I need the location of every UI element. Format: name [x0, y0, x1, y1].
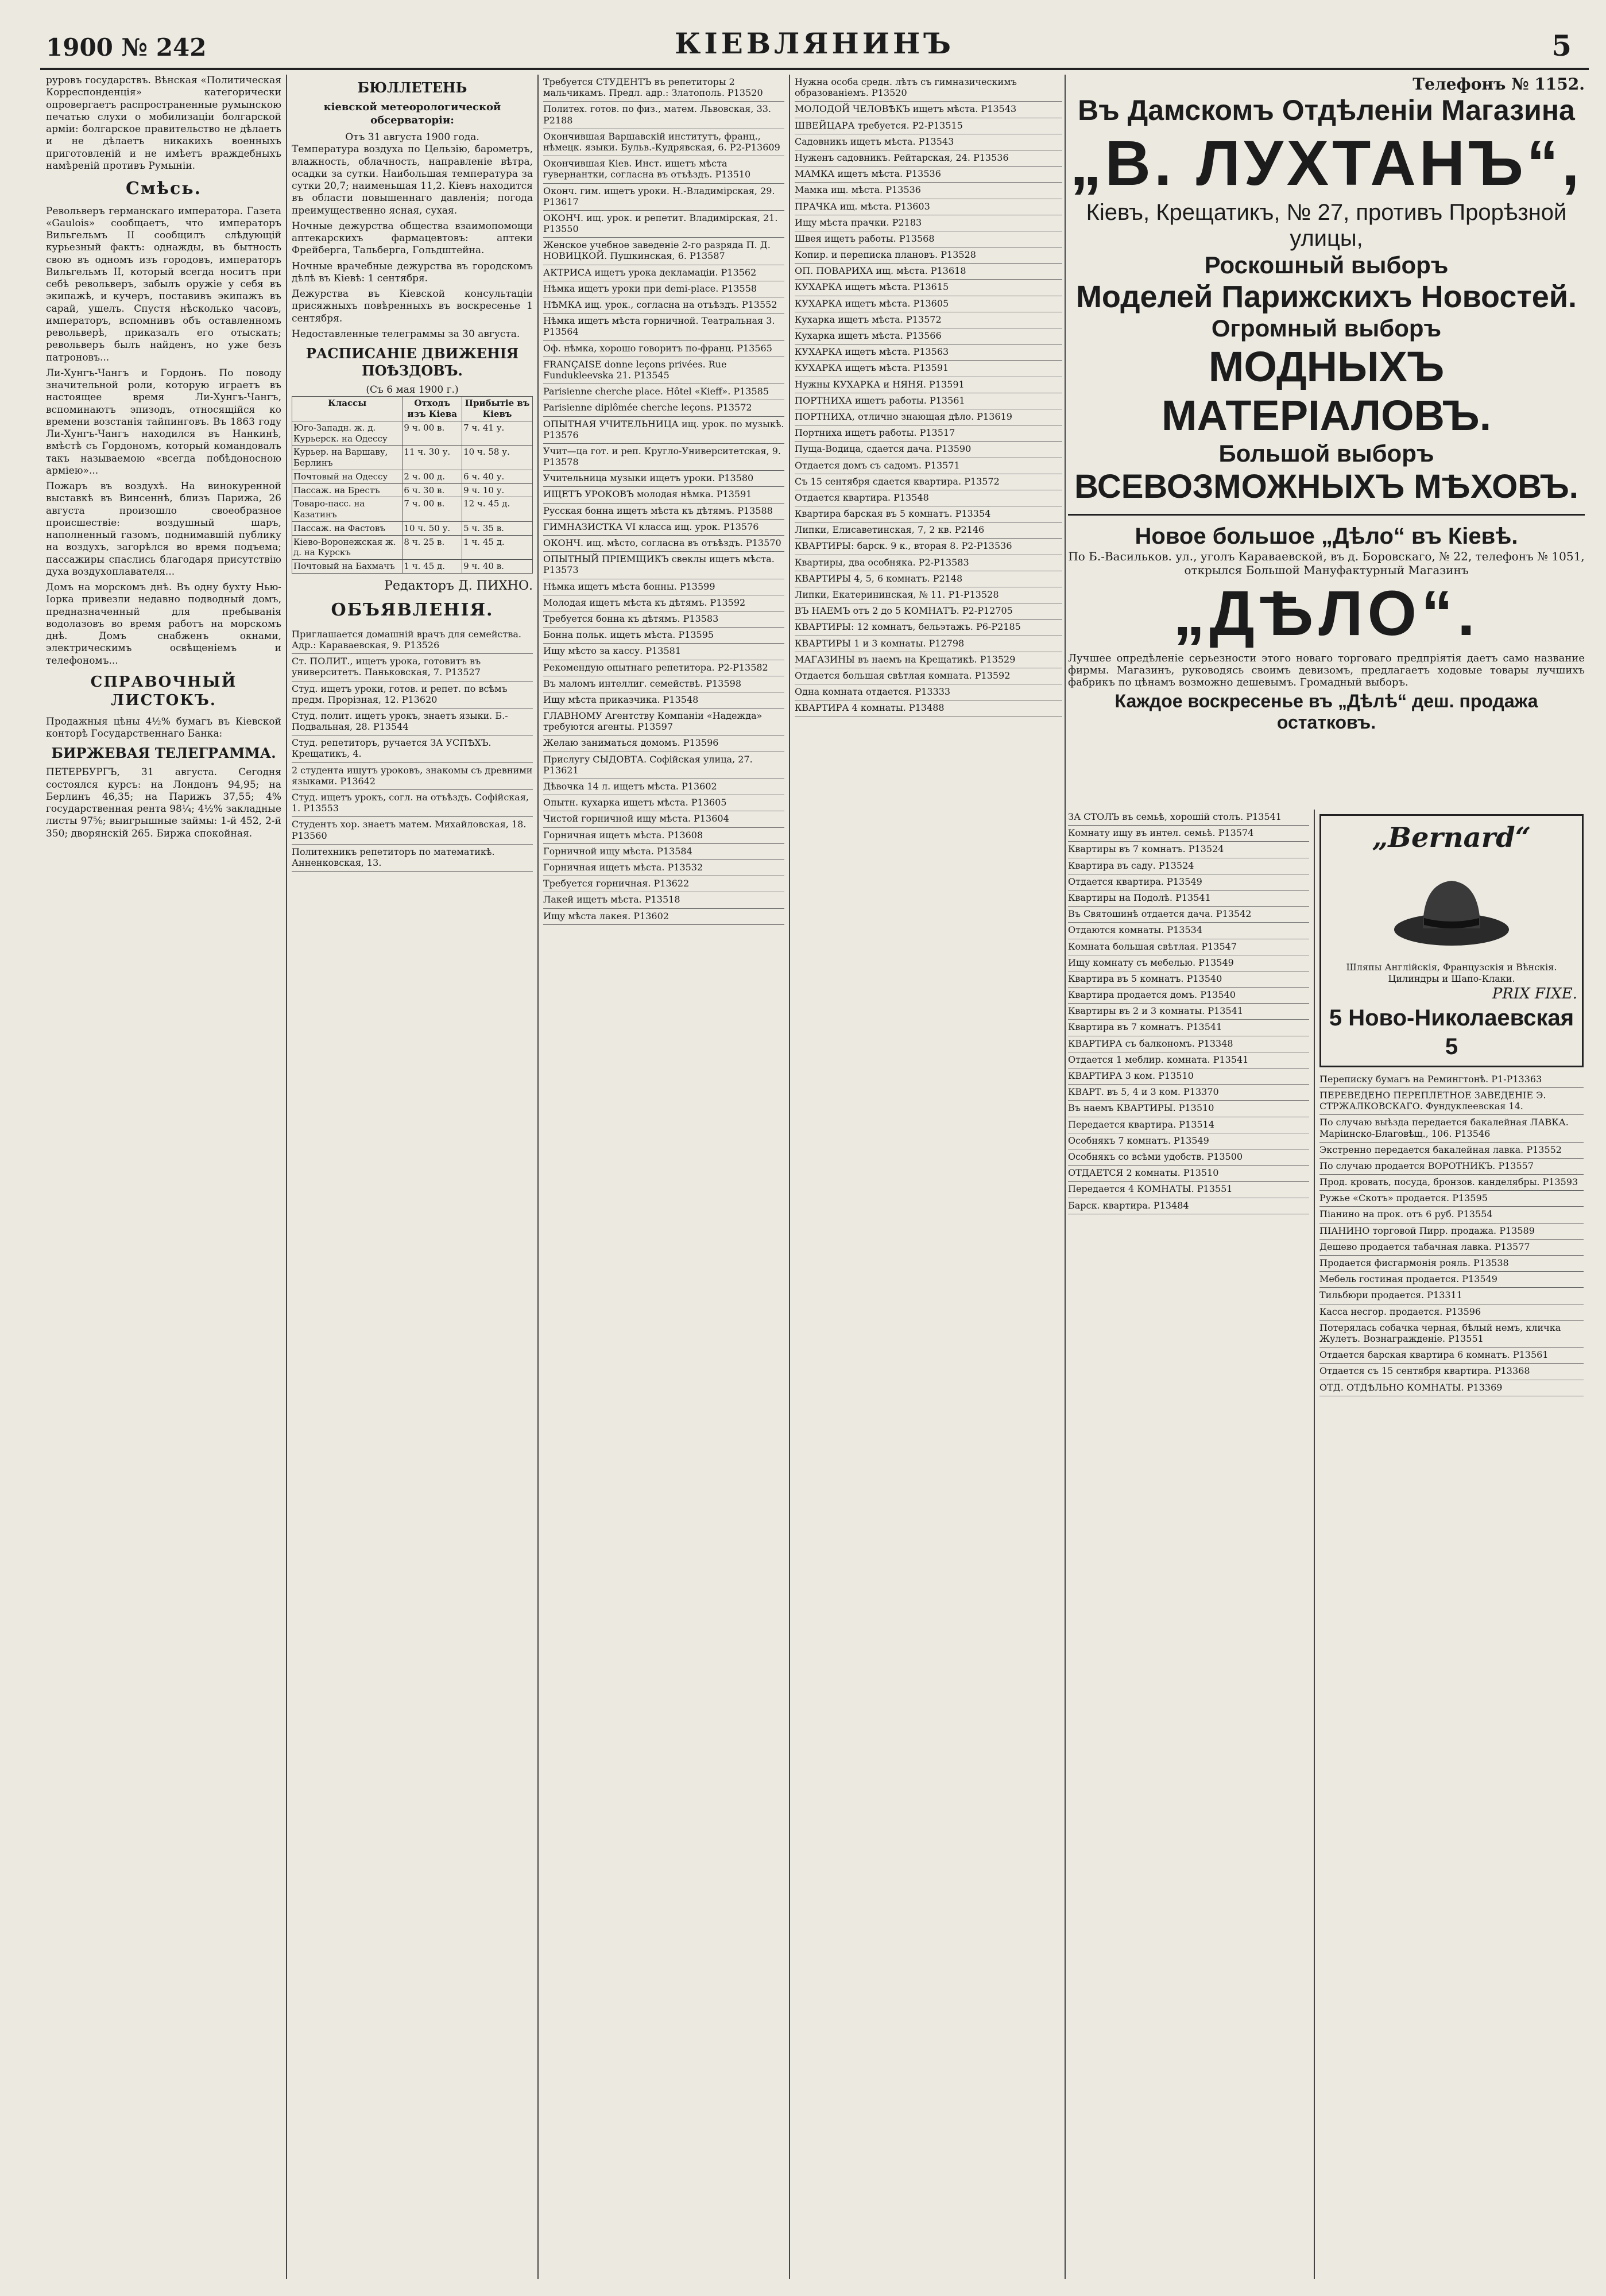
- classified-ad: ПІАНИНО торговой Пирр. продажа. Р13589: [1319, 1223, 1584, 1240]
- classified-ad: Въ наемъ КВАРТИРЫ. Р13510: [1068, 1101, 1309, 1117]
- classified-ad: Требуется бонна къ дѣтямъ. Р13583: [543, 611, 784, 628]
- classified-ad: ПОРТНИХА, отлично знающая дѣло. Р13619: [795, 409, 1062, 425]
- table-cell: 1 ч. 45 д.: [462, 535, 533, 560]
- column-news: [46, 75, 281, 2279]
- classified-ad: АКТРИСА ищетъ урока декламаціи. Р13562: [543, 265, 784, 281]
- column-bulletin: [292, 75, 533, 2279]
- classified-ad: Отдается 1 меблир. комната. Р13541: [1068, 1052, 1309, 1068]
- table-row: [292, 421, 533, 446]
- classified-ad: Ищу мѣста приказчика. Р13548: [543, 692, 784, 708]
- table-cell: Почтовый на Одессу: [292, 470, 403, 483]
- luxtan-line-6: Огромный выборъ: [1211, 315, 1442, 342]
- classified-ad: Швея ищетъ работы. Р13568: [795, 231, 1062, 247]
- classified-ad: Комната большая свѣтлая. Р13547: [1068, 939, 1309, 955]
- page-number: 5: [1551, 29, 1572, 63]
- table-cell: Курьер. на Варшаву, Берлинъ: [292, 446, 403, 470]
- classified-ad: Требуется горничная. Р13622: [543, 876, 784, 892]
- column-ads-3: [543, 75, 784, 2279]
- classified-ad: Оконч. гим. ищетъ уроки. Н.-Владимірская, 29. Р13617: [543, 184, 784, 211]
- table-cell: 6 ч. 30 в.: [403, 483, 462, 497]
- classified-ad: ПОРТНИХА ищетъ работы. Р13561: [795, 393, 1062, 409]
- classified-ad: Опытн. кухарка ищетъ мѣста. Р13605: [543, 795, 784, 811]
- schedule-body: [292, 421, 533, 573]
- classified-ad: Ищу комнату съ мебелью. Р13549: [1068, 955, 1309, 971]
- classified-ad: НѢМКА ищ. урок., согласна на отъѣздъ. Р13552: [543, 297, 784, 313]
- table-cell: 7 ч. 41 у.: [462, 421, 533, 446]
- classified-ad: КУХАРКА ищетъ мѣста. Р13615: [795, 280, 1062, 296]
- classified-ad: Ружье «Скотъ» продается. Р13595: [1319, 1191, 1584, 1207]
- classified-ad: Въ Святошинѣ отдается дача. Р13542: [1068, 907, 1309, 923]
- table-cell: 10 ч. 50 у.: [403, 521, 462, 535]
- classified-ad: ГИМНАЗИСТКА VI класса ищ. урок. Р13576: [543, 520, 784, 536]
- news-text: Револьверъ германскаго императора. Газета «Gaulois» сообщаетъ, что императоръ Вильгельмъ II сообщилъ слѣдующій курьезный фактъ: однажды, въ бытность свою въ одномъ изъ городовъ, императоръ Вильгельмъ II, который всегда носитъ при себѣ револьверъ, забылъ оружіе у себя въ экипажѣ, и кучеръ, поставивъ экипажъ въ сарай, ушелъ. Спустя нѣсколько часовъ, императоръ, вспомнивъ объ оставленномъ револьверѣ, приказалъ его отыскать; револьверъ былъ найденъ, но уже безъ патроновъ...: [46, 205, 281, 363]
- classified-ad: Чистой горничной ищу мѣста. Р13604: [543, 811, 784, 827]
- delo-sunday: Каждое воскресенье въ „Дѣлѣ“ деш. продажа остатковъ.: [1114, 691, 1538, 733]
- classified-ad: ВЪ НАЕМЪ отъ 2 до 5 КОМНАТЪ. Р2-Р12705: [795, 603, 1062, 620]
- luxtan-line-8: Большой выборъ: [1218, 440, 1434, 467]
- masthead-rule: [40, 68, 1589, 70]
- table-header-cell: Прибытіе въ Кіевъ: [462, 397, 533, 421]
- classified-ad: Продается фисгармонія рояль. Р13538: [1319, 1256, 1584, 1272]
- classified-ad: Молодая ищетъ мѣста къ дѣтямъ. Р13592: [543, 595, 784, 611]
- table-cell: 12 ч. 45 д.: [462, 497, 533, 522]
- luxtan-brand: „В. ЛУХТАНЪ“,: [1070, 128, 1583, 199]
- classified-ad: Горничная ищетъ мѣста. Р13608: [543, 828, 784, 844]
- classified-ad: ОПЫТНАЯ УЧИТЕЛЬНИЦА ищ. урок. по музыкѣ. Р13576: [543, 417, 784, 444]
- classified-ad: Отдается квартира. Р13549: [1068, 874, 1309, 890]
- table-cell: Почтовый на Бахмачъ: [292, 560, 403, 574]
- section-heading: Смѣсь.: [125, 179, 202, 199]
- classified-ads: [292, 627, 533, 872]
- classified-ad: Прод. кровать, посуда, бронзов. канделябры. Р13593: [1319, 1175, 1584, 1191]
- prix-fixe: PRIX FIXE.: [1492, 985, 1577, 1003]
- classified-ad: Переписку бумагъ на Ремингтонѣ. Р1-Р13363: [1319, 1072, 1584, 1088]
- classified-ad: Квартиры, два особняка. Р2-Р13583: [795, 555, 1062, 571]
- classified-ad: Учительница музыки ищетъ уроки. Р13580: [543, 471, 784, 487]
- classified-ad: Особнякъ со всѣми удобств. Р13500: [1068, 1149, 1309, 1166]
- classified-ad: Передается 4 КОМНАТЫ. Р13551: [1068, 1182, 1309, 1198]
- classified-ad: Копир. и переписка плановъ. Р13528: [795, 247, 1062, 264]
- classified-ad: Нѣмка ищетъ мѣста бонны. Р13599: [543, 579, 784, 595]
- classified-ad: Барск. квартира. Р13484: [1068, 1198, 1309, 1214]
- luxtan-line-4: Роскошный выборъ: [1204, 251, 1449, 278]
- classified-ad: Отдается большая свѣтлая комната. Р13592: [795, 668, 1062, 684]
- classified-ad: Квартиры на Подолѣ. Р13541: [1068, 890, 1309, 907]
- classified-ad: МАМКА ищетъ мѣста. Р13536: [795, 167, 1062, 183]
- classified-ad: Parisienne diplômée cherche leçons. Р13572: [543, 400, 784, 416]
- classified-ad: Оф. нѣмка, хорошо говоритъ по-франц. Р13565: [543, 341, 784, 357]
- classified-ad: Дѣвочка 14 л. ищетъ мѣста. Р13602: [543, 779, 784, 795]
- table-cell: Пассаж. на Брестъ: [292, 483, 403, 497]
- table-header-cell: Отходъ изъ Кіева: [403, 397, 462, 421]
- column-divider: [537, 75, 539, 2279]
- classified-ad: Студ. репетиторъ, ручается ЗА УСПѢХЪ. Крещатикъ, 4.: [292, 735, 533, 762]
- luxtan-address: Кіевъ, Крещатикъ, № 27, противъ Прорѣзной улицы,: [1086, 200, 1567, 251]
- classified-ad: ШВЕЙЦАРА требуется. Р2-Р13515: [795, 118, 1062, 134]
- classified-ad: Портниха ищетъ работы. Р13517: [795, 425, 1062, 442]
- classified-ad: Квартира продается домъ. Р13540: [1068, 988, 1309, 1004]
- classified-ad: Нѣмка ищетъ мѣста горничной. Театральная 3. Р13564: [543, 313, 784, 340]
- classified-ad: ПЕРЕВЕДЕНО ПЕРЕПЛЕТНОЕ ЗАВЕДЕНІЕ Э. СТРЖАЛКОВСКАГО. Фундуклеевская 14.: [1319, 1088, 1584, 1115]
- classified-ad: Кухарка ищетъ мѣста. Р13572: [795, 312, 1062, 328]
- bernard-brand: „Bernard“: [1372, 822, 1531, 854]
- train-schedule-table: [292, 396, 533, 574]
- notice: Ночные врачебные дежурства въ городскомъ дѣлѣ въ Кіевѣ: 1 сентября.: [292, 260, 533, 284]
- table-row: [292, 535, 533, 560]
- table-cell: 8 ч. 25 в.: [403, 535, 462, 560]
- classified-ad: ОПЫТНЫЙ ПРІЕМЩИКЪ свеклы ищетъ мѣста. Р13573: [543, 552, 784, 579]
- classified-ads: [1319, 1072, 1584, 1396]
- classified-ad: Прислугу СЫДОВТА. Софійская улица, 27. Р13621: [543, 752, 784, 779]
- delo-address: По Б.-Васильков. ул., уголъ Караваевской, въ д. Боровскаго, № 22, телефонъ № 1051, открылся Большой Мануфактурный Магазинъ: [1068, 549, 1585, 577]
- classified-ad: Окончившая Варшавскій институтъ, франц., нѣмецк. языки. Бульв.-Кудрявская, 6. Р2-Р13609: [543, 129, 784, 156]
- classified-ad: КВАРТИРЫ: 12 комнатъ, бельэтажъ. Р6-Р2185: [795, 620, 1062, 636]
- table-row: [292, 497, 533, 522]
- classified-ad: Мебель гостиная продается. Р13549: [1319, 1272, 1584, 1288]
- classified-ad: Тильбюри продается. Р13311: [1319, 1288, 1584, 1304]
- birzha-text: ПЕТЕРБУРГЪ, 31 августа. Сегодня состоялся курсъ: на Лондонъ 94,95; на Берлинъ 46,35; на Парижъ 37,55; 4% государственная рента 98¼; 4½% закладные листы 97⅝; выигрышные займы: 1-й 452, 2-й 350; дворянскій 265. Биржа спокойная.: [46, 766, 281, 839]
- table-row: [292, 560, 533, 574]
- table-row: [292, 470, 533, 483]
- table-cell: Юго-Западн. ж. д. Курьерск. на Одессу: [292, 421, 403, 446]
- bulletin-text: Температура воздуха по Цельзію, барометръ, влажность, облачность, направленіе вѣтра, осадки за сутки. Наибольшая температура за сутки 20,7; наименьшая 11,2. Кіевъ находится въ области повышеннаго давленія; погода преимущественно ясная, сухая.: [292, 144, 533, 216]
- table-cell: Кіево-Воронежская ж. д. на Курскъ: [292, 535, 403, 560]
- classified-ad: По случаю продается ВОРОТНИКЪ. Р13557: [1319, 1159, 1584, 1175]
- classified-ad: Особнякъ 7 комнатъ. Р13549: [1068, 1133, 1309, 1149]
- notice: Ночные дежурства общества взаимопомощи аптекарскихъ фармацевтовъ: аптеки Фрейберга, Тальберга, Гольдштейна.: [292, 220, 533, 257]
- classified-ad: Піанино на прок. отъ 6 руб. Р13554: [1319, 1207, 1584, 1223]
- classified-ad: Пуща-Водица, сдается дача. Р13590: [795, 442, 1062, 458]
- column-divider: [1314, 810, 1315, 2279]
- classified-ad: 2 студента ищутъ уроковъ, знакомы съ древними языками. Р13642: [292, 763, 533, 790]
- classified-ad: Касса несгор. продается. Р13596: [1319, 1304, 1584, 1321]
- classified-ad: Ищу мѣсто за кассу. Р13581: [543, 644, 784, 660]
- classified-ad: Садовникъ ищетъ мѣста. Р13543: [795, 134, 1062, 150]
- classified-ad: Студ. полит. ищетъ урокъ, знаетъ языки. Б.-Подвальная, 28. Р13544: [292, 708, 533, 735]
- news-text: Домъ на морскомъ днѣ. Въ одну бухту Нью-Іорка привезли недавно подводный домъ, предназначенный для пребыванія водолазовъ во время работъ на морскомъ днѣ. Домъ снабженъ окнами, электрическимъ освѣщеніемъ и телефономъ...: [46, 582, 281, 667]
- classified-ad: МАГАЗИНЫ въ наемъ на Крещатикѣ. Р13529: [795, 652, 1062, 668]
- news-text: Пожаръ въ воздухѣ. На винокуренной выставкѣ въ Винсеннѣ, близъ Парижа, 26 августа произошло своеобразное происшествіе: воздушный шаръ, наполненный газомъ, поднимавшій публику на воздухъ, загорѣлся во время подъема; пассажиры спаслись благодаря присутствію духа воздухоплавателя...: [46, 481, 281, 578]
- classified-ad: КВАРТИРЫ 1 и 3 комнаты. Р12798: [795, 636, 1062, 652]
- delo-headline: Новое большое „Дѣло“ въ Кіевѣ.: [1135, 524, 1518, 549]
- classified-ad: Одна комната отдается. Р13333: [795, 684, 1062, 700]
- sprav-heading: СПРАВОЧНЫЙ ЛИСТОКЪ.: [90, 673, 237, 710]
- classified-ad: ИЩЕТЪ УРОКОВЪ молодая нѣмка. Р13591: [543, 487, 784, 503]
- classified-ad: Потерялась собачка черная, бѣлый немъ, кличка Жулетъ. Вознагражденіе. Р13551: [1319, 1321, 1584, 1348]
- classified-ad: Экстренно передается бакалейная лавка. Р13552: [1319, 1143, 1584, 1159]
- classified-ad: Политехникъ репетиторъ по математикѣ. Анненковская, 13.: [292, 845, 533, 872]
- table-cell: 9 ч. 40 в.: [462, 560, 533, 574]
- hat-address: 5 Ново-Николаевская 5: [1329, 1005, 1574, 1059]
- classified-ad: ОКОНЧ. ищ. урок. и репетит. Владимірская, 21. Р13550: [543, 211, 784, 238]
- classified-ad: ОКОНЧ. ищ. мѣсто, согласна въ отъѣздъ. Р13570: [543, 536, 784, 552]
- classified-ad: КУХАРКА ищетъ мѣста. Р13591: [795, 361, 1062, 377]
- table-cell: 6 ч. 40 у.: [462, 470, 533, 483]
- classified-ad: Комнату ищу въ интел. семьѣ. Р13574: [1068, 826, 1309, 842]
- bulletin-date: Отъ 31 августа 1900 года.: [345, 131, 479, 143]
- classified-ad: FRANÇAISE donne leçons privées. Rue Fundukleevska 21. Р13545: [543, 357, 784, 384]
- column-ads-4: [795, 75, 1062, 2279]
- classified-ad: Политех. готов. по физ., матем. Львовская, 33. Р2188: [543, 102, 784, 129]
- classified-ad: Дешево продается табачная лавка. Р13577: [1319, 1240, 1584, 1256]
- classified-ad: Квартира въ 5 комнатъ. Р13540: [1068, 971, 1309, 988]
- classified-ad: Кухарка ищетъ мѣста. Р13566: [795, 328, 1062, 344]
- classified-ad: КВАРТИРА 4 комнаты. Р13488: [795, 700, 1062, 717]
- column-ads-5: [1068, 810, 1309, 2279]
- classified-ad: Въ маломъ интеллиг. семействѣ. Р13598: [543, 676, 784, 692]
- classified-ad: Студ. ищетъ уроки, готов. и репет. по всѣмъ предм. Прорізная, 12. Р13620: [292, 682, 533, 708]
- table-row: [292, 521, 533, 535]
- table-cell: 11 ч. 30 у.: [403, 446, 462, 470]
- classified-ad: Липки, Екатерининская, № 11. Р1-Р13528: [795, 587, 1062, 603]
- classified-ad: Мамка ищ. мѣста. Р13536: [795, 183, 1062, 199]
- classified-ad: Студ. ищетъ урокъ, согл. на отъѣздъ. Софійская, 1. Р13553: [292, 790, 533, 817]
- news-text: Ли-Хунгъ-Чангъ и Гордонъ. По поводу значительной роли, которую играетъ въ настоящее время Ли-Хунгъ-Чангъ, вспоминаютъ эпизодъ, относящійся ко времени возстанія тайпинговъ. Въ 1863 году Ли-Хунгъ-Чангъ находился въ Нанкинѣ, вмѣстѣ съ Гордономъ, который командовалъ такъ называемою «всегда побѣдоносною арміею»...: [46, 367, 281, 477]
- classified-ad: КВАРТИРА съ балкономъ. Р13348: [1068, 1036, 1309, 1052]
- classified-ad: Отдаются комнаты. Р13534: [1068, 923, 1309, 939]
- divider: [1068, 514, 1585, 516]
- classified-ad: По случаю выѣзда передается бакалейная ЛАВКА. Маріинско-Благовѣщ., 106. Р13546: [1319, 1115, 1584, 1142]
- classified-ad: Окончившая Кіев. Инст. ищетъ мѣста гувернантки, согласна въ отъѣздъ. Р13510: [543, 156, 784, 183]
- column-divider: [789, 75, 790, 2279]
- classified-ad: Рекомендую опытнаго репетитора. Р2-Р13582: [543, 660, 784, 676]
- classified-ad: КВАРТИРА 3 ком. Р13510: [1068, 1068, 1309, 1085]
- ads-heading: ОБЪЯВЛЕНІЯ.: [331, 600, 494, 621]
- table-cell: 1 ч. 45 д.: [403, 560, 462, 574]
- classified-ad: Квартиры въ 7 комнатъ. Р13524: [1068, 842, 1309, 858]
- table-row: [292, 446, 533, 470]
- classified-ad: ОТДАЕТСЯ 2 комнаты. Р13510: [1068, 1166, 1309, 1182]
- classified-ad: Ст. ПОЛИТ., ищетъ урока, готовитъ въ университетъ. Паньковская, 7. Р13527: [292, 654, 533, 681]
- classified-ad: Отдается квартира. Р13548: [795, 490, 1062, 506]
- classified-ad: Учит—ца гот. и реп. Кругло-Университетская, 9. Р13578: [543, 444, 784, 471]
- table-header-cell: Классы: [292, 397, 403, 421]
- hats-text: Шляпы Англійскія, Французскія и Вѣнскія. Цилиндры и Шапо-Клаки.: [1346, 962, 1557, 985]
- sprav-sub: Продажныя цѣны 4½% бумагъ въ Кіевской конторѣ Государственнаго Банка:: [46, 715, 281, 739]
- table-cell: 10 ч. 58 у.: [462, 446, 533, 470]
- classified-ad: Желаю заниматься домомъ. Р13596: [543, 735, 784, 752]
- classified-ad: Горничной ищу мѣста. Р13584: [543, 844, 784, 860]
- classified-ad: МОЛОДОЙ ЧЕЛОВѢКЪ ищетъ мѣста. Р13543: [795, 102, 1062, 118]
- schedule-subtitle: (Съ 6 мая 1900 г.): [366, 384, 459, 396]
- classified-ad: КУХАРКА ищетъ мѣста. Р13605: [795, 296, 1062, 312]
- classified-ad: Квартира барская въ 5 комнатъ. Р13354: [795, 506, 1062, 522]
- classified-ad: ОТД. ОТДѢЛЬНО КОМНАТЫ. Р13369: [1319, 1380, 1584, 1396]
- classified-ad: КВАРТИРЫ: барск. 9 к., вторая 8. Р2-Р13536: [795, 539, 1062, 555]
- classified-ad: Съ 15 сентября сдается квартира. Р13572: [795, 474, 1062, 490]
- delo-brand: „ДѢЛО“.: [1173, 578, 1480, 649]
- classified-ad: Требуется СТУДЕНТЪ въ репетиторы 2 мальчикамъ. Предл. адр.: Златополь. Р13520: [543, 75, 784, 102]
- schedule-title: РАСПИСАНІЕ ДВИЖЕНІЯ ПОѢЗДОВЪ.: [305, 345, 519, 379]
- table-cell: 7 ч. 00 в.: [403, 497, 462, 522]
- classified-ad: Нужна особа средн. лѣтъ съ гимназическимъ образованіемъ. Р13520: [795, 75, 1062, 102]
- classified-ad: ПРАЧКА ищ. мѣста. Р13603: [795, 199, 1062, 215]
- classified-ad: КУХАРКА ищетъ мѣста. Р13563: [795, 344, 1062, 361]
- classified-ad: Нужны КУХАРКА и НЯНЯ. Р13591: [795, 377, 1062, 393]
- telephone-line: Телефонъ № 1152.: [1412, 75, 1585, 94]
- masthead: [46, 23, 1583, 69]
- classified-ad: Бонна польк. ищетъ мѣста. Р13595: [543, 628, 784, 644]
- table-cell: Товаро-пасс. на Казатинъ: [292, 497, 403, 522]
- classified-ad: Parisienne cherche place. Hôtel «Kieff». Р13585: [543, 384, 784, 400]
- luxtan-line-9: ВСЕВОЗМОЖНЫХЪ МѢХОВЪ.: [1074, 468, 1578, 505]
- classified-ad: Нуженъ садовникъ. Рейтарская, 24. Р13536: [795, 150, 1062, 167]
- classified-ad: Отдается съ 15 сентября квартира. Р13368: [1319, 1364, 1584, 1380]
- classified-ad: Отдается домъ съ садомъ. Р13571: [795, 458, 1062, 474]
- hat-illustration: [1388, 861, 1515, 953]
- luxtan-line-5: Моделей Парижскихъ Новостей.: [1075, 280, 1577, 314]
- table-header-row: [292, 397, 533, 421]
- classified-ad: Лакей ищетъ мѣста. Р13518: [543, 892, 784, 908]
- bulletin-subtitle: кіевской метеорологической обсерваторіи:: [323, 101, 501, 126]
- classified-ad: Отдается барская квартира 6 комнатъ. Р13561: [1319, 1348, 1584, 1364]
- luxtan-line-1: Въ Дамскомъ Отдѣленіи Магазина: [1078, 94, 1575, 126]
- classified-ad: Студентъ хор. знаетъ матем. Михайловская, 18. Р13560: [292, 817, 533, 844]
- column-divider: [286, 75, 287, 2279]
- classified-ad: Ищу мѣста прачки. Р2183: [795, 215, 1062, 231]
- table-cell: 2 ч. 00 д.: [403, 470, 462, 483]
- classified-ad: ОП. ПОВАРИХА ищ. мѣста. Р13618: [795, 264, 1062, 280]
- classified-ad: ГЛАВНОМУ Агентству Компаніи «Надежда» требуются агенты. Р13597: [543, 708, 784, 735]
- news-text: руровъ государствъ. Вѣнская «Политическая Корреспонденція» категорически опровергаетъ распространенные румынскою печатью слухи о мобилизаціи болгарской арміи: болгарское правительство не дѣлаетъ и не дѣлаетъ никакихъ военныхъ приготовленій и не имѣетъ враждебныхъ намѣреній противъ Румыніи.: [46, 75, 281, 172]
- issue-number: 1900 № 242: [46, 33, 207, 61]
- classified-ad: Квартиры въ 2 и 3 комнаты. Р13541: [1068, 1004, 1309, 1020]
- classified-ad: Передается квартира. Р13514: [1068, 1117, 1309, 1133]
- classified-ad: Нѣмка ищетъ уроки при demi-place. Р13558: [543, 281, 784, 297]
- bulletin-title: БЮЛЛЕТЕНЬ: [357, 79, 467, 96]
- table-row: [292, 483, 533, 497]
- table-cell: 9 ч. 00 в.: [403, 421, 462, 446]
- newspaper-title: КІЕВЛЯНИНЪ: [674, 26, 955, 60]
- birzha-heading: БИРЖЕВАЯ ТЕЛЕГРАММА.: [51, 745, 276, 762]
- classified-ad: Приглашается домашній врачъ для семейства. Адр.: Караваевская, 9. Р13526: [292, 627, 533, 654]
- classified-ad: Горничная ищетъ мѣста. Р13532: [543, 860, 784, 876]
- bernard-hat-ad: [1319, 814, 1584, 1067]
- classified-ad: ЗА СТОЛЪ въ семьѣ, хорошій столъ. Р13541: [1068, 810, 1309, 826]
- column-ads-6: [1319, 810, 1584, 2279]
- table-cell: 5 ч. 35 в.: [462, 521, 533, 535]
- table-cell: Пассаж. на Фастовъ: [292, 521, 403, 535]
- classified-ad: Квартира въ саду. Р13524: [1068, 858, 1309, 874]
- notice: Недоставленные телеграммы за 30 августа.: [292, 328, 520, 340]
- editor-line: Редакторъ Д. ПИХНО.: [384, 578, 533, 593]
- classified-ad: Ищу мѣста лакея. Р13602: [543, 909, 784, 925]
- classified-ad: КВАРТ. въ 5, 4 и 3 ком. Р13370: [1068, 1085, 1309, 1101]
- classified-ad: Русская бонна ищетъ мѣста къ дѣтямъ. Р13588: [543, 504, 784, 520]
- column-divider: [1065, 75, 1066, 2279]
- classified-ad: Квартира въ 7 комнатъ. Р13541: [1068, 1020, 1309, 1036]
- classified-ad: Женское учебное заведеніе 2-го разряда П. Д. НОВИЦКОЙ. Пушкинская, 6. Р13587: [543, 238, 784, 265]
- classified-ad: Липки, Елисаветинская, 7, 2 кв. Р2146: [795, 522, 1062, 539]
- table-cell: 9 ч. 10 у.: [462, 483, 533, 497]
- notice: Дежурства въ Кіевской консультаціи присяжныхъ повѣренныхъ въ воскресенье 1 сентября.: [292, 288, 533, 324]
- luxtan-line-7: МОДНЫХЪ МАТЕРІАЛОВЪ.: [1161, 343, 1492, 439]
- classified-ad: КВАРТИРЫ 4, 5, 6 комнатъ. Р2148: [795, 571, 1062, 587]
- delo-text: Лучшее опредѣленіе серьезности этого новаго торговаго предпріятія даетъ само название фирмы. Магазинъ, руководясь своимъ девизомъ, предлагаетъ ходовые товары лучшихъ фабрикъ по цѣнамъ возможно дешевымъ. Громадный выборъ.: [1068, 652, 1585, 688]
